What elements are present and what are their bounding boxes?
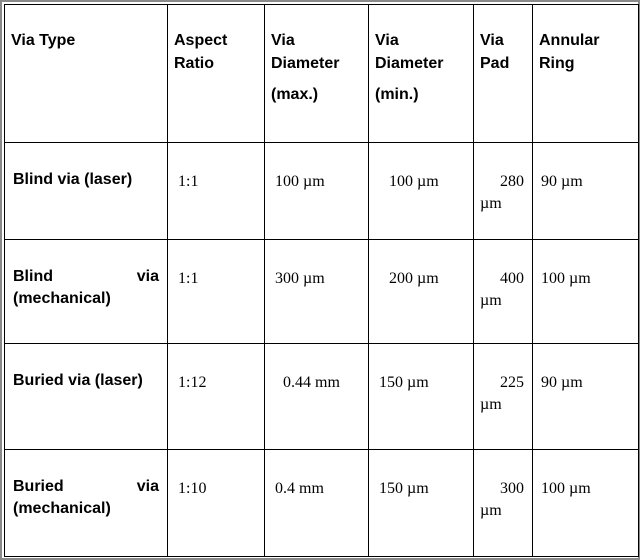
header-aspect-ratio: Aspect Ratio bbox=[168, 5, 265, 143]
row-annular-ring: 100 µm bbox=[533, 450, 639, 557]
row-via-diameter-max: 0.44 mm bbox=[265, 344, 369, 450]
row-via-pad: 225 µm bbox=[474, 344, 533, 450]
header-annular-ring: Annular Ring bbox=[533, 5, 639, 143]
row-via-type: Blind via (mechanical) bbox=[5, 240, 168, 344]
row-via-pad: 280 µm bbox=[474, 143, 533, 240]
row-via-type: Blind via (laser) bbox=[5, 143, 168, 240]
row-aspect-ratio: 1:10 bbox=[168, 450, 265, 557]
header-via-type: Via Type bbox=[5, 5, 168, 143]
table-row bbox=[5, 344, 639, 450]
via-spec-table bbox=[4, 4, 639, 557]
row-via-diameter-min: 100 µm bbox=[369, 143, 474, 240]
row-via-diameter-min: 150 µm bbox=[369, 450, 474, 557]
header-via-diameter-min: Via Diameter (min.) bbox=[369, 5, 474, 143]
row-aspect-ratio: 1:1 bbox=[168, 240, 265, 344]
row-via-diameter-max: 300 µm bbox=[265, 240, 369, 344]
row-annular-ring: 100 µm bbox=[533, 240, 639, 344]
row-via-diameter-min: 150 µm bbox=[369, 344, 474, 450]
header-via-pad: Via Pad bbox=[474, 5, 533, 143]
row-via-diameter-max: 100 µm bbox=[265, 143, 369, 240]
header-via-diameter-max: Via Diameter (max.) bbox=[265, 5, 369, 143]
row-via-type: Buried via (laser) bbox=[5, 344, 168, 450]
row-via-pad: 300 µm bbox=[474, 450, 533, 557]
row-via-diameter-max: 0.4 mm bbox=[265, 450, 369, 557]
row-via-pad: 400 µm bbox=[474, 240, 533, 344]
row-aspect-ratio: 1:1 bbox=[168, 143, 265, 240]
row-annular-ring: 90 µm bbox=[533, 344, 639, 450]
table-row bbox=[5, 450, 639, 557]
row-aspect-ratio: 1:12 bbox=[168, 344, 265, 450]
row-via-diameter-min: 200 µm bbox=[369, 240, 474, 344]
table-row bbox=[5, 143, 639, 240]
row-annular-ring: 90 µm bbox=[533, 143, 639, 240]
header-row bbox=[5, 5, 639, 143]
table-row bbox=[5, 240, 639, 344]
row-via-type: Buried via (mechanical) bbox=[5, 450, 168, 557]
